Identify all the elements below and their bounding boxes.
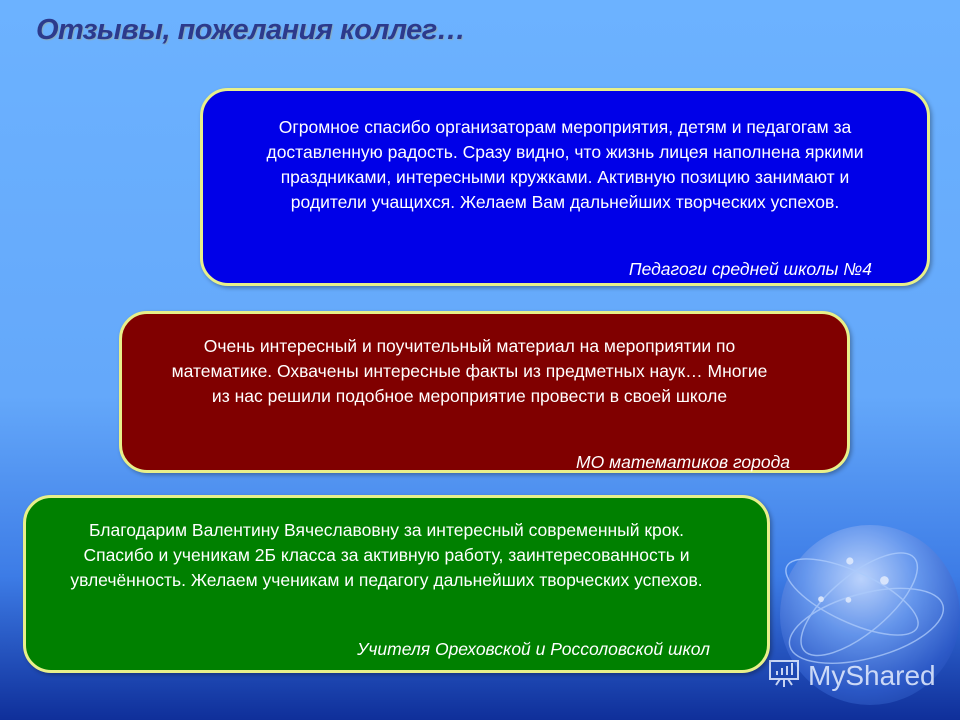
review-text: Огромное спасибо организаторам мероприятия, детям и педагогам за доставленную радость. Сразу видно, что жизнь лицея наполнена яркими праздниками, интересными кружками. Активную позицию занимают и родители учащихся. Желаем Вам дальнейших творческих успехов.	[266, 117, 864, 212]
presentation-icon	[768, 655, 800, 696]
watermark-text: MyShared	[808, 659, 936, 691]
review-signature: Педагоги средней школы №4	[628, 259, 872, 279]
review-card-3	[23, 495, 770, 673]
review-card-2	[119, 311, 850, 473]
review-signature: Учителя Ореховской и Россоловской школ	[357, 639, 710, 659]
review-text: Благодарим Валентину Вячеславовну за интересный современный крок. Спасибо и ученикам 2Б класса за активную работу, заинтересованность и увлечённость. Желаем ученикам и педагогу дальнейших творческих успехов.	[70, 520, 703, 590]
review-signature: МО математиков города	[576, 452, 790, 472]
review-text: Очень интересный и поучительный материал на мероприятии по математике. Охвачены интересные факты из предметных наук… Многие из нас решили подобное мероприятие провести в своей школе	[171, 336, 768, 406]
slide-title: Отзывы, пожелания коллег…	[36, 14, 466, 46]
review-card-1	[200, 88, 930, 286]
myshared-logo	[768, 655, 936, 696]
